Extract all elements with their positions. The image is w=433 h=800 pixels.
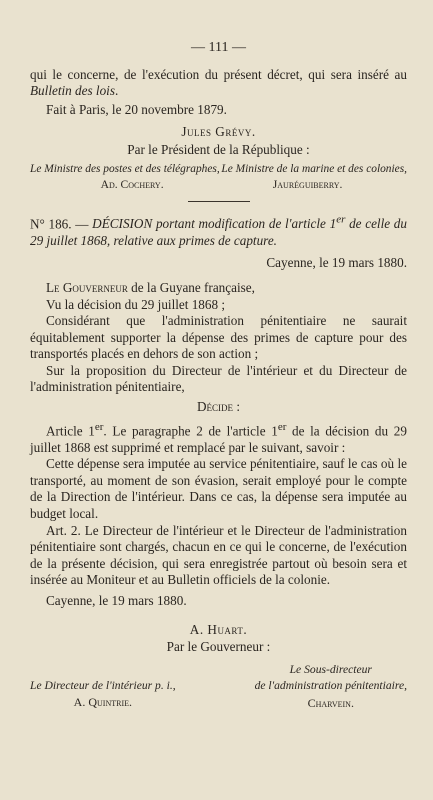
sous-directeur-name: Charvein. <box>307 695 354 710</box>
governor-signature-block <box>30 622 407 712</box>
directeur-interieur-name: A. Quintrie. <box>73 695 132 710</box>
ministers-names <box>30 177 407 194</box>
art1-a: Article 1 <box>46 423 95 439</box>
article-1-paragraph <box>30 419 407 457</box>
decision-date: Cayenne, le 19 mars 1880. <box>266 255 407 271</box>
sur-proposition-paragraph: Sur la proposition du Directeur de l'intérieur et du Directeur de l'administration pénitentiaire, <box>30 362 407 395</box>
sous-directeur-title-1: Le Sous-directeur <box>289 662 372 676</box>
decision-title-sup: er <box>336 213 346 226</box>
par-le-president: Par le Président de la République : <box>127 141 310 157</box>
article-2-paragraph: Art. 2. Le Directeur de l'intérieur et le Directeur de l'administration pénitentiaire sont chargés, chacun en ce qui le concerne, de l'exécution de la présente décision, qui sera enregistrée partout où besoin sera et insérée au Moniteur et au Bulletin officiels de la colonie. <box>30 522 407 588</box>
continuation-paragraph <box>30 67 407 100</box>
continuation-text-a: qui le concerne, de l'exécution du présent décret, qui sera inséré au <box>30 66 407 82</box>
gouverneur-rest: de la Guyane française, <box>127 279 255 295</box>
par-le-gouverneur: Par le Gouverneur : <box>166 639 271 655</box>
decision-title-a: portant modification de l'article 1 <box>152 216 337 232</box>
decision-title <box>30 212 407 250</box>
sous-directeur-title-2: de l'administration pénitentiaire, <box>254 679 407 693</box>
art1-sup2: er <box>277 420 287 433</box>
gouverneur-line <box>30 280 407 297</box>
closing-date: Cayenne, le 19 mars 1880. <box>46 593 187 608</box>
art1-b: . Le paragraphe 2 de l'article 1 <box>103 423 278 439</box>
decision-number: N° 186. — <box>30 216 89 232</box>
continuation-text-c: . <box>114 83 119 99</box>
signature-columns <box>30 662 407 712</box>
gouverneur-label: Le Gouverneur <box>46 279 128 295</box>
minister-marine-name: Jauréguiberry. <box>272 178 343 192</box>
decision-title-b: de celle du 29 juillet 1868, relative aux primes de capture. <box>30 216 407 248</box>
directeur-interieur-title: Le Directeur de l'intérieur p. i., <box>30 678 176 692</box>
decide-heading: Décide : <box>197 399 240 415</box>
bulletin-des-lois: Bulletin des lois <box>30 83 115 99</box>
president-name: Jules Grévy. <box>181 124 256 140</box>
minister-marine-title: Le Ministre de la marine et des colonies, <box>221 162 407 175</box>
fait-a-paris: Fait à Paris, le 20 novembre 1879. <box>46 101 227 117</box>
art1-c: de la décision du 29 juillet 1868 est supprimé et remplacé par le suivant, savoir : <box>30 423 407 455</box>
page-number: — 111 — <box>191 40 246 55</box>
art1-sup1: er <box>94 420 104 433</box>
ministers-titles <box>30 161 407 178</box>
vu-line: Vu la décision du 29 juillet 1868 ; <box>46 296 226 312</box>
minister-postes-name: Ad. Cochery. <box>100 178 164 192</box>
decision-word: DÉCISION <box>92 216 153 232</box>
considerant-paragraph: Considérant que l'administration pénitentiaire ne saurait équitablement supporter la dépense des primes de capture pour des transportés placés en dehors de son action ; <box>30 313 407 362</box>
cette-depense-paragraph: Cette dépense sera imputée au service pénitentiaire, sauf le cas où le transporté, au moment de son évasion, serait employé pour le compte de la Direction de l'intérieur. Dans ce cas, la dépense sera imputée au budget local. <box>30 456 407 522</box>
minister-postes-title: Le Ministre des postes et des télégraphes, <box>30 162 220 175</box>
section-divider <box>188 201 250 202</box>
governor-name: A. Huart. <box>189 621 248 637</box>
right-signature <box>255 662 407 712</box>
left-signature <box>30 662 176 712</box>
